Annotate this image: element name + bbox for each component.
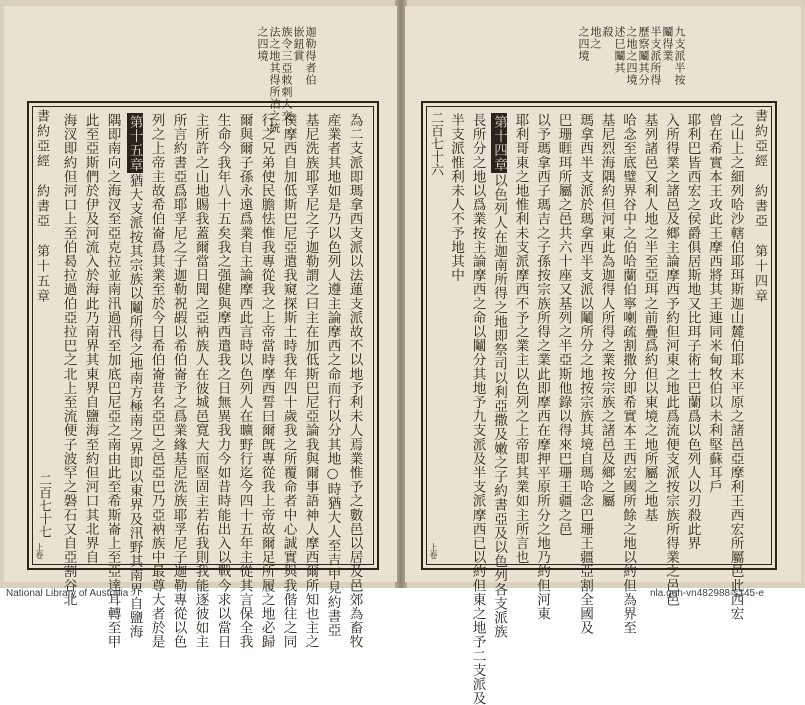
text-column: 之山上之細列哈沙轄伯耶珥斯迦山麓伯耶末平原之諸邑亞摩利王西宏所屬邑此西宏 bbox=[727, 113, 744, 621]
text-column: 耶利哥東之地惟利未支派摩西不予之業主以色列之上帝即其業如主所言也 bbox=[512, 113, 529, 565]
text-column: 長所分之地以爲業按主論摩西之命以鬮分其地予九支派及半支派摩西已以約但東之地予二支派及 bbox=[469, 113, 486, 705]
text-column: 哈念至底璧界谷中之伯哈蘭伯寧喇疏割撒分即希實本王西宏國所餘之地以約但為界至 bbox=[620, 113, 637, 635]
footer-identifier: nla.gen-vn482988-s145-e bbox=[650, 588, 764, 599]
margin-note: 歷察鬮其分 bbox=[637, 26, 650, 86]
left-page-mark: 上卷 bbox=[35, 543, 44, 559]
right-page-header: 書約亞經 約書亞 第十四章 bbox=[752, 109, 767, 304]
margin-note: 之四境 bbox=[256, 26, 269, 62]
right-page-number: 二百七十六 bbox=[428, 111, 443, 176]
text-column: 生命今我年八十五矣我之强健與摩西遣我之日無異我力今如昔時能出入以戰今求以當日 bbox=[214, 113, 231, 649]
text-column: 隅即南向之海汊至亞克拉並南汛過汛至加底巴尼亞之南由此至希斯崙上至亞達耳轉至甲 bbox=[104, 113, 121, 649]
text-column: 第十四章以色列人在迦南所得之地即祭司以利亞撒及嫩之子約書亞及以色列各支派族 bbox=[491, 115, 508, 639]
left-page-header: 書約亞經 約書亞 第十五章 bbox=[34, 109, 49, 304]
margin-note: 半支派所得 bbox=[649, 26, 662, 86]
margin-note: 迦勒得者伯 bbox=[304, 26, 317, 86]
text-column: 耶利巴皆西宏之侯爵俱居斯地又比珥子術士巴蘭爲以色列人以刃殺此界 bbox=[684, 113, 701, 551]
text-column: 所言約書亞爲耶孚尼之子迦勒祝嘏以希伯崙予之爲業緣基尼洗族耶孚尼子迦勒專從以色 bbox=[170, 113, 187, 649]
margin-note: 之地之四境 bbox=[625, 26, 638, 86]
text-column: 巴珊睚珥所屬之邑共六十座又基列之半亞斯他錄以得來巴珊王疆之邑 bbox=[555, 113, 572, 536]
text-column: 行之兄弟使民膽怯惟我專從我之上帝當時摩西誓曰爾旣專從我上帝故爾足所履之地必歸 bbox=[258, 113, 275, 649]
text-column: 基列諸邑又利人地之半至亞珥之前疊爲約但以東境之地所屬之地基 bbox=[641, 113, 658, 522]
footer-library-credit: National Library of Australia bbox=[6, 588, 129, 599]
left-page-number: 二百七十七 bbox=[36, 473, 51, 538]
text-column: 海汊即約但河口上至伯曷拉過伯亞拉巴之北上至流便子波罕之磐石又自亞割谷北 bbox=[60, 113, 77, 607]
margin-note: 嵌鈕賞 bbox=[292, 26, 305, 62]
text-column: 爾與爾子孫永遠爲業自主論摩西此言時以色列人在曠野行迄今四十五年主從其言保全我 bbox=[236, 113, 253, 649]
text-column: 主所許之山地賜我蓋爾當日聞之亞衲族人在彼城邑寬大而堅固主若佑我則我能逐彼如主 bbox=[192, 113, 209, 649]
margin-note: 族令三亞敕刺大交 bbox=[280, 26, 293, 122]
text-column: 僕摩西自加低斯巴尼亞遣我窺探斯土時我年四十歲我之所覆命者中心誠實與我偕往之同 bbox=[280, 113, 297, 649]
text-column: 為二支派即瑪拿西支派以法蓮支派故不以地予利未人焉業惟予之數邑以居及邑郊為畜牧 bbox=[346, 113, 363, 649]
margin-note: 述巳鬮其 bbox=[613, 26, 626, 74]
margin-note: 地之 bbox=[589, 26, 602, 50]
margin-note: 鬮得業 bbox=[661, 26, 674, 62]
margin-note: 法之地其得所泊之統 bbox=[268, 26, 281, 134]
text-column: 入所得業之諸邑及鄉主論摩西予約但河東之地此爲流便支派按宗族所得業之邑邑 bbox=[663, 113, 680, 607]
text-column: 此至亞斯們於伊及河流入於海此乃南界其東界自鹽海至約但河口其北界自 bbox=[82, 113, 99, 565]
text-column: 半支派惟利未人不予地其中 bbox=[448, 113, 465, 283]
text-column: 産業者其地如是乃以色列人遵主論摩西之命而行以分其地○時猶大人至吉甲見約書亞 bbox=[324, 113, 341, 638]
chapter-heading: 第十五章 bbox=[126, 115, 143, 172]
margin-note: 之四境 bbox=[577, 26, 590, 62]
text-column: 以予瑪拿西子瑪吉之子孫按宗族所得之業此即摩西在摩押平原所分之地乃約但河東 bbox=[534, 113, 551, 621]
margin-note: 九支派半按 bbox=[673, 26, 686, 86]
text-column: 列之上帝主故希伯崙爲其業至於今日希伯崙昔名亞巴之邑亞巴乃亞衲族中最尊大者於是 bbox=[148, 113, 165, 649]
chapter-heading: 第十四章 bbox=[491, 115, 508, 172]
right-page-mark: 上卷 bbox=[429, 543, 438, 559]
margin-note: 殺 bbox=[601, 26, 614, 38]
text-column: 曾在希實本王攻此王摩西將其王連同米甸牧伯以未利堅蘇耳戶 bbox=[706, 113, 723, 494]
text-column: 基尼烈海隅約但河東此為迦得人所得之業按宗族之諸邑及鄉之屬 bbox=[598, 113, 615, 508]
text-column: 瑪拿西半支派於瑪拿西半支派以鬮所分之地按宗族其境自瑪哈念巴珊王疆亞割全國及 bbox=[577, 113, 594, 635]
text-column: 基尼洗族耶孚尼之子迦勒謂之曰主在加低斯巴尼亞論我與爾事語神人摩西爾所知也主之 bbox=[302, 113, 319, 649]
text-column: 第十五章猶大支派按其宗族以鬮所得之地南方極南之界即以東界及汛野其南界自鹽海 bbox=[126, 115, 143, 639]
